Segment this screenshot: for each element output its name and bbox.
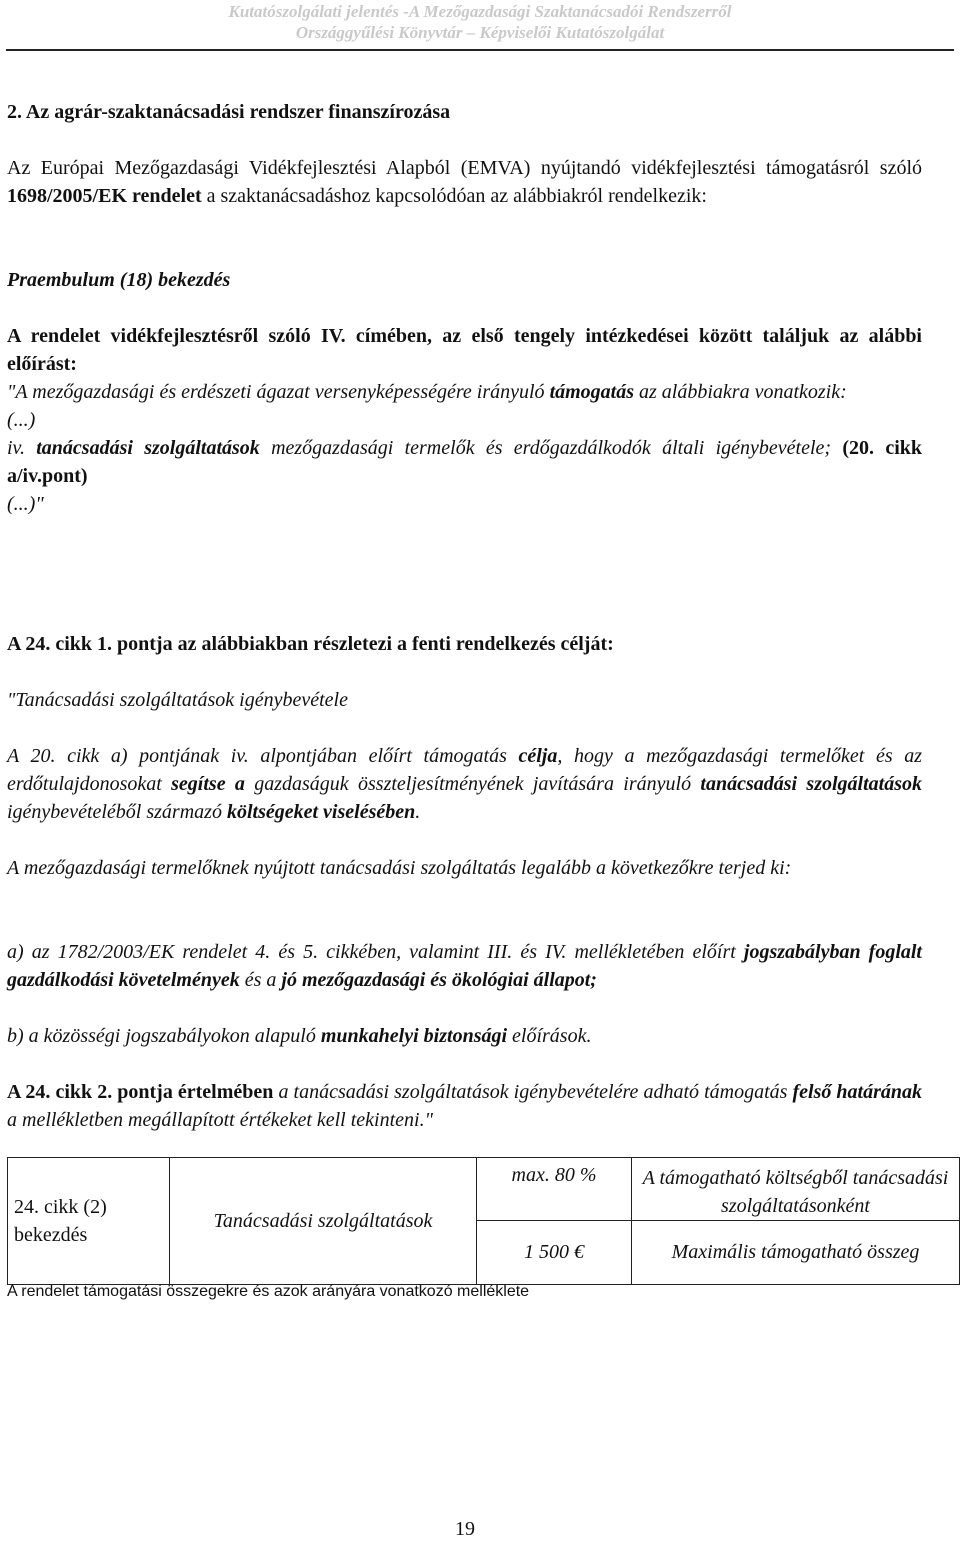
support-table xyxy=(7,1157,960,1285)
running-header-subtitle: Országgyűlési Könyvtár – Képviselői Kutatószolgálat xyxy=(295,23,665,42)
quote2-title: "Tanácsadási szolgáltatások igénybevétele xyxy=(7,689,348,711)
list-item-b: b) a közösségi jogszabályokon alapuló munkahelyi biztonsági előírások. xyxy=(7,1025,592,1047)
cikk24-paragraph: A 24. cikk 1. pontja az alábbiakban részletezi a fenti rendelkezés célját: xyxy=(7,633,614,655)
table-cell-basis: A támogatható költségből tanácsadási szolgáltatásonként xyxy=(632,1158,960,1221)
table-cell-max-label: Maximális támogatható összeg xyxy=(632,1221,960,1285)
list-item-a: a) az 1782/2003/EK rendelet 4. és 5. cikkében, valamint III. és IV. mellékletében előírt jogszabályban foglalt gazdálkodási követelmények és a jó mezőgazdasági és ökológiai állapot; xyxy=(7,941,922,991)
table-cell-service: Tanácsadási szolgáltatások xyxy=(170,1158,477,1285)
quote-block-1: "A mezőgazdasági és erdészeti ágazat versenyképességére irányuló támogatás az alábbiakra vonatkozik: (...) iv. tanácsadási szolgáltatások mezőgazdasági termelők és erdőgazdálkodók általi igénybevétele; (20. cikk a/iv.pont) (...)" xyxy=(7,381,923,515)
quote2-paragraph: A 20. cikk a) pontjának iv. alpontjában előírt támogatás célja, hogy a mezőgazdasági termelőket és az erdőtulajdonosokat segítse a gazdaságuk összteljesítményének javítására irányuló tanácsadási szolgáltatások igénybevételéből származó költségeket viselésében. xyxy=(7,745,923,823)
cikk24-2-paragraph: A 24. cikk 2. pontja értelmében a tanácsadási szolgáltatások igénybevételére adható támogatás felső határának a mellékletben megállapított értékeket kell tekinteni." xyxy=(7,1081,922,1131)
page-number: 19 xyxy=(455,1518,475,1540)
table-caption: A rendelet támogatási összegekre és azok arányára vonatkozó melléklete xyxy=(7,1283,530,1300)
table-cell-article: 24. cikk (2) bekezdés xyxy=(8,1158,170,1285)
minimum-paragraph: A mezőgazdasági termelőknek nyújtott tanácsadási szolgáltatás legalább a következőkre terjed ki: xyxy=(7,857,792,879)
running-header-title: Kutatószolgálati jelentés -A Mezőgazdasági Szaktanácsadói Rendszerről xyxy=(228,2,732,21)
header-divider xyxy=(6,49,954,51)
preamble-line: Praembulum (18) bekezdés xyxy=(7,269,231,291)
table-cell-max-amount: 1 500 € xyxy=(477,1221,632,1285)
table-cell-max-percent: max. 80 % xyxy=(477,1158,632,1221)
intro-paragraph: Az Európai Mezőgazdasági Vidékfejlesztési Alapból (EMVA) nyújtandó vidékfejlesztési támogatásról szóló 1698/2005/EK rendelet a szaktanácsadáshoz kapcsolódóan az alábbiakról rendelkezik: xyxy=(7,157,922,207)
rendelet-paragraph: A rendelet vidékfejlesztésről szóló IV. címében, az első tengely intézkedései között találjuk az alábbi előírást: xyxy=(7,325,922,375)
section-heading: 2. Az agrár-szaktanácsadási rendszer finanszírozása xyxy=(7,101,451,123)
